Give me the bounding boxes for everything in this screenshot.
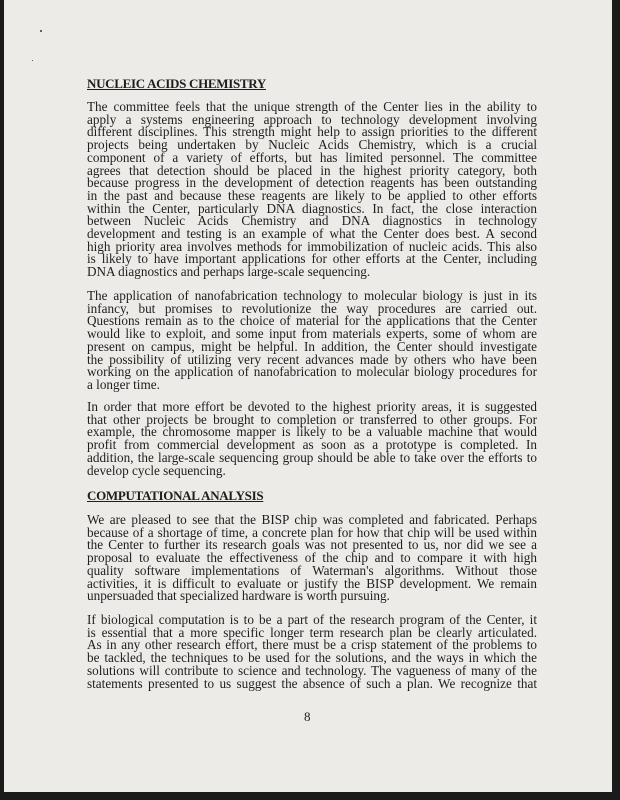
text-line: infancy, but promises to revolutionize the way procedures are carried out. bbox=[87, 300, 537, 316]
text-line: high priority area involves methods for immobilization of nucleic acids. This also bbox=[87, 238, 537, 254]
paragraph bbox=[87, 290, 537, 392]
paragraph bbox=[87, 101, 537, 279]
text-line: If biological computation is to be a part of the research program of the Center, it bbox=[87, 612, 537, 627]
text-line: that other projects be brought to completion or transferred to other groups. For bbox=[87, 411, 537, 427]
text-line: quality software implementations of Waterman's algorithms. Without those bbox=[87, 562, 537, 578]
section-heading-computational-analysis: COMPUTATIONAL ANALYSIS bbox=[87, 488, 264, 503]
text-line: example, the chromosome mapper is likely to be a valuable machine that would bbox=[87, 424, 537, 440]
text-line: addition, the large-scale sequencing group should be able to take over the efforts to bbox=[87, 449, 537, 465]
text-line: the Center to further its research goals was not presented to us, nor did we see a bbox=[87, 537, 537, 553]
text-line: As in any other research effort, there must be a crisp statement of the problems to bbox=[87, 637, 537, 653]
text-line: proposal to evaluate the effectiveness of the chip and to compare it with high bbox=[87, 550, 537, 566]
text-line: in the past and because these reagents are likely to be applied to other efforts bbox=[87, 187, 537, 203]
text-line: We are pleased to see that the BISP chip was completed and fabricated. Perhaps bbox=[87, 512, 537, 527]
text-line: present on campus, might be helpful. In addition, the Center should investigate bbox=[87, 338, 537, 354]
text-line: different disciplines. This strength might help to assign priorities to the different bbox=[87, 124, 537, 140]
text-line: profit from commercial development as soon as a prototype is completed. In bbox=[87, 437, 537, 453]
text-line: In order that more effort be devoted to the highest priority areas, it is suggested bbox=[87, 399, 537, 414]
text-line: is likely to have important applications for other efforts at the Center, including bbox=[87, 251, 537, 267]
document-page bbox=[4, 0, 612, 792]
text-line: component of a variety of efforts, but has limited personnel. The committee bbox=[87, 149, 537, 165]
text-line: because of a shortage of time, a concrete plan for how that chip will be used within bbox=[87, 524, 537, 540]
text-line: unpersuaded that specialized hardware is worth pursuing. bbox=[87, 588, 390, 604]
text-line: Questions remain as to the choice of material for the applications that the Center bbox=[87, 313, 537, 329]
scan-speck bbox=[40, 30, 42, 32]
text-line: would like to exploit, and some input from materials experts, some of whom are bbox=[87, 326, 537, 342]
text-line: within the Center, particularly DNA diagnostics. In fact, the close interaction bbox=[87, 200, 537, 216]
section-heading-nucleic-acids: NUCLEIC ACIDS CHEMISTRY bbox=[87, 76, 267, 91]
page-number: 8 bbox=[304, 709, 311, 724]
paragraph bbox=[87, 514, 537, 603]
text-line: is essential that a more specific longer term research plan be clearly articulated. bbox=[87, 624, 537, 640]
text-line: the possibility of utilizing very recent advances made by others who have been bbox=[87, 351, 537, 367]
paragraph bbox=[87, 614, 537, 690]
text-line: solutions will contribute to science and technology. The vagueness of many of the bbox=[87, 662, 537, 678]
text-line: develop cycle sequencing. bbox=[87, 462, 226, 478]
text-line: apply a systems engineering approach to technology development involving bbox=[87, 111, 537, 127]
text-line: working on the application of nanofabrication to molecular biology procedures for bbox=[87, 364, 537, 380]
text-line: because progress in the development of detection reagents has been outstanding bbox=[87, 175, 537, 191]
scan-speck bbox=[32, 60, 33, 61]
text-line: agrees that detection should be placed in the highest priority category, both bbox=[87, 162, 537, 178]
text-line: a longer time. bbox=[87, 376, 160, 392]
text-line: DNA diagnostics and perhaps large-scale sequencing. bbox=[87, 264, 371, 280]
text-line: The application of nanofabrication technology to molecular biology is just in its bbox=[87, 288, 537, 303]
text-line: statements presented to us suggest the absence of such a plan. We recognize that bbox=[87, 675, 537, 691]
text-line: be tackled, the techniques to be used for the solutions, and the ways in which the bbox=[87, 650, 537, 666]
text-line: between Nucleic Acids Chemistry and DNA diagnostics in technology bbox=[87, 213, 537, 229]
text-line: projects being undertaken by Nucleic Acids Chemistry, which is a crucial bbox=[87, 137, 537, 153]
paragraph bbox=[87, 401, 537, 477]
text-line: development and testing is an example of what the Center does best. A second bbox=[87, 226, 537, 242]
text-line: The committee feels that the unique strength of the Center lies in the ability to bbox=[87, 99, 537, 114]
text-line: activities, it is difficult to evaluate or justify the BISP development. We remain bbox=[87, 575, 537, 591]
